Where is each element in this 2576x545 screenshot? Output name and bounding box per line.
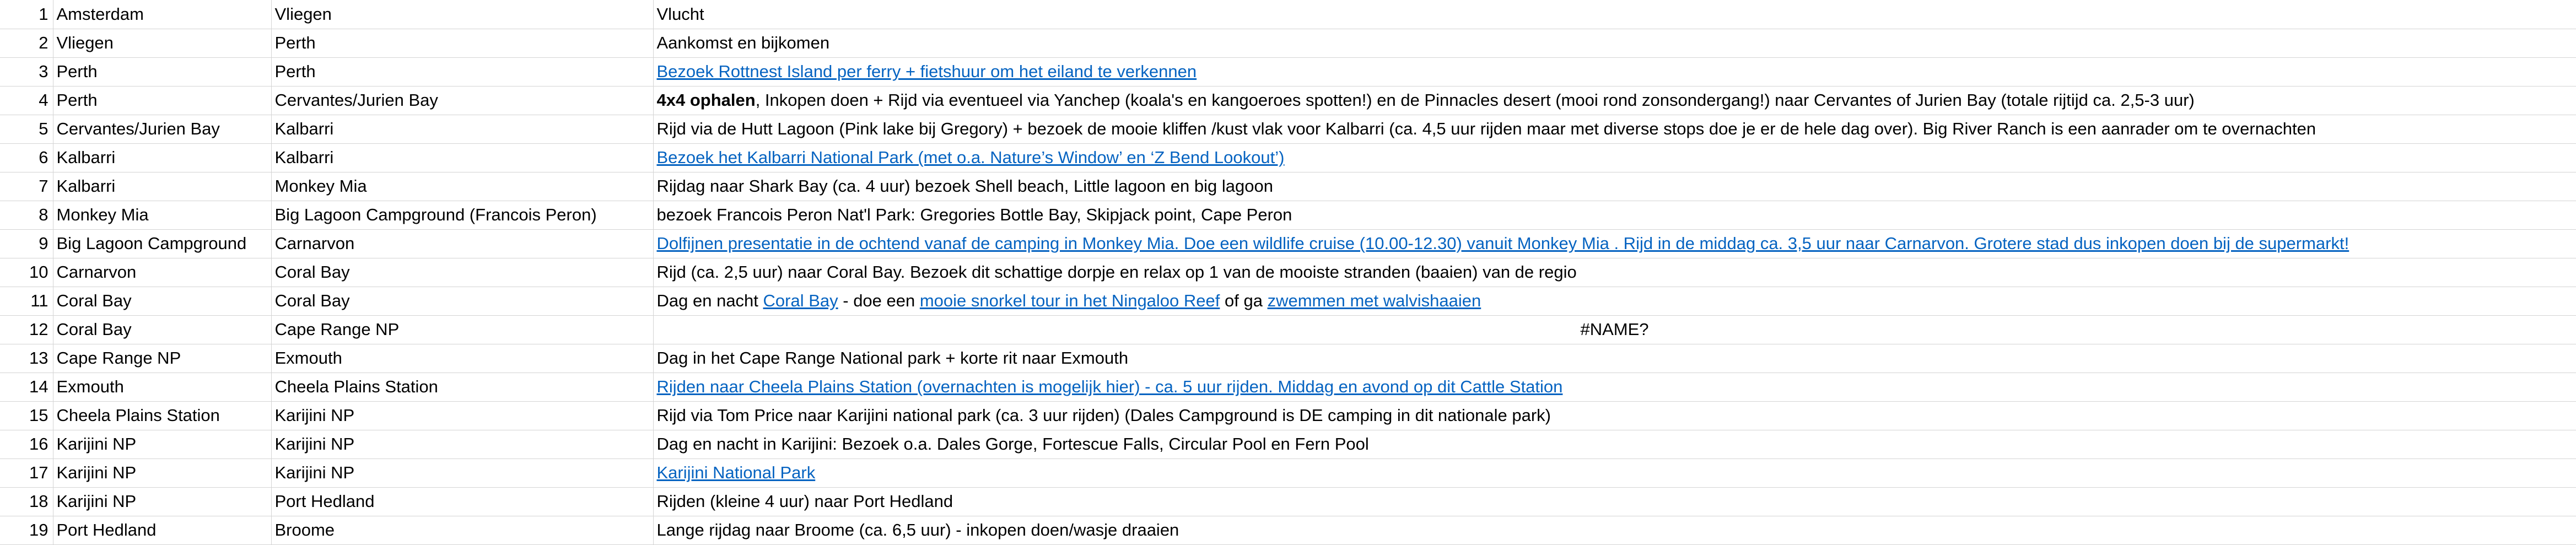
cell-link[interactable]: Dolfijnen presentatie in de ochtend vanaf de camping in Monkey Mia. Doe een wildlife cruise (10.00-12.30) vanuit Monkey Mia . Rijd in de middag ca. 3,5 uur naar Carnarvon. Grotere stad dus inkopen doen bij de supermarkt! <box>656 234 2349 253</box>
cell-to[interactable]: Big Lagoon Campground (Francois Peron) <box>271 201 653 229</box>
cell-text: Lange rijdag naar Broome (ca. 6,5 uur) - inkopen doen/wasje draaien <box>656 520 1179 539</box>
cell-from[interactable]: Vliegen <box>53 29 271 57</box>
table-row <box>0 143 2576 172</box>
cell-description[interactable] <box>653 315 2576 344</box>
row-number[interactable]: 17 <box>0 458 53 487</box>
cell-link[interactable]: Karijini National Park <box>656 463 816 482</box>
cell-description[interactable] <box>653 458 2576 487</box>
cell-from[interactable]: Exmouth <box>53 373 271 401</box>
cell-to[interactable]: Coral Bay <box>271 287 653 315</box>
table-row <box>0 0 2576 29</box>
cell-description[interactable] <box>653 115 2576 143</box>
cell-to[interactable]: Carnarvon <box>271 229 653 258</box>
table-row <box>0 29 2576 57</box>
cell-text: of ga <box>1220 291 1268 310</box>
table-row <box>0 344 2576 373</box>
cell-text: Dag in het Cape Range National park + korte rit naar Exmouth <box>656 348 1129 368</box>
cell-text: Aankomst en bijkomen <box>656 33 830 52</box>
cell-text: Rijd via Tom Price naar Karijini national park (ca. 3 uur rijden) (Dales Campground is DE camping in dit nationale park) <box>656 406 1551 425</box>
row-number[interactable]: 2 <box>0 29 53 57</box>
cell-description[interactable] <box>653 172 2576 201</box>
cell-description[interactable] <box>653 86 2576 115</box>
cell-description[interactable] <box>653 258 2576 287</box>
cell-link[interactable]: Bezoek het Kalbarri National Park (met o.a. Nature’s Window’ en ‘Z Bend Lookout’) <box>656 148 1285 167</box>
cell-to[interactable]: Exmouth <box>271 344 653 373</box>
row-number[interactable]: 11 <box>0 287 53 315</box>
row-number[interactable]: 3 <box>0 57 53 86</box>
cell-to[interactable]: Broome <box>271 516 653 544</box>
row-number[interactable]: 16 <box>0 430 53 458</box>
cell-description[interactable] <box>653 29 2576 57</box>
cell-to[interactable]: Kalbarri <box>271 143 653 172</box>
cell-from[interactable]: Karijini NP <box>53 487 271 516</box>
row-number[interactable]: 7 <box>0 172 53 201</box>
cell-to[interactable]: Karijini NP <box>271 458 653 487</box>
table-row <box>0 57 2576 86</box>
table-row <box>0 172 2576 201</box>
cell-link[interactable]: Bezoek Rottnest Island per ferry + fietshuur om het eiland te verkennen <box>656 62 1197 81</box>
cell-from[interactable]: Perth <box>53 86 271 115</box>
cell-description[interactable] <box>653 201 2576 229</box>
table-row <box>0 487 2576 516</box>
table-row <box>0 458 2576 487</box>
cell-from[interactable]: Big Lagoon Campground <box>53 229 271 258</box>
cell-description[interactable] <box>653 0 2576 29</box>
row-number[interactable]: 5 <box>0 115 53 143</box>
cell-link[interactable]: zwemmen met walvishaaien <box>1267 291 1481 310</box>
cell-from[interactable]: Amsterdam <box>53 0 271 29</box>
table-row <box>0 201 2576 229</box>
cell-to[interactable]: Cape Range NP <box>271 315 653 344</box>
cell-description[interactable] <box>653 143 2576 172</box>
cell-description[interactable] <box>653 373 2576 401</box>
row-number[interactable]: 15 <box>0 401 53 430</box>
cell-from[interactable]: Cheela Plains Station <box>53 401 271 430</box>
cell-text: , Inkopen doen + Rijd via eventueel via Yanchep (koala's en kangoeroes spotten!) en de Pinnacles desert (mooi rond zonsondergang!) naar Cervantes of Jurien Bay (totale rijtijd ca. 2,5-3 uur) <box>755 90 2195 110</box>
cell-bold-text: 4x4 ophalen <box>656 90 756 110</box>
row-number[interactable]: 10 <box>0 258 53 287</box>
row-number[interactable]: 8 <box>0 201 53 229</box>
row-number[interactable]: 9 <box>0 229 53 258</box>
cell-from[interactable]: Cape Range NP <box>53 344 271 373</box>
cell-to[interactable]: Perth <box>271 57 653 86</box>
cell-link[interactable]: Coral Bay <box>763 291 838 310</box>
cell-text: Rijden (kleine 4 uur) naar Port Hedland <box>656 492 953 511</box>
cell-from[interactable]: Karijini NP <box>53 458 271 487</box>
cell-to[interactable]: Monkey Mia <box>271 172 653 201</box>
cell-from[interactable]: Kalbarri <box>53 143 271 172</box>
cell-to[interactable]: Perth <box>271 29 653 57</box>
table-row <box>0 229 2576 258</box>
cell-text: #NAME? <box>1580 320 1649 339</box>
cell-text: Rijd via de Hutt Lagoon (Pink lake bij Gregory) + bezoek de mooie kliffen /kust vlak voor Kalbarri (ca. 4,5 uur rijden maar met diverse stops doe je er de hele dag over). Big River Ranch is een aanrader om te overnachten <box>656 119 2316 138</box>
table-row <box>0 115 2576 143</box>
cell-from[interactable]: Monkey Mia <box>53 201 271 229</box>
cell-link[interactable]: mooie snorkel tour in het Ningaloo Reef <box>919 291 1220 310</box>
cell-text: Dag en nacht in Karijini: Bezoek o.a. Dales Gorge, Fortescue Falls, Circular Pool en Fern Pool <box>656 434 1369 454</box>
table-row <box>0 373 2576 401</box>
cell-from[interactable]: Cervantes/Jurien Bay <box>53 115 271 143</box>
table-row <box>0 401 2576 430</box>
cell-to[interactable]: Kalbarri <box>271 115 653 143</box>
row-number[interactable]: 1 <box>0 0 53 29</box>
cell-to[interactable]: Port Hedland <box>271 487 653 516</box>
cell-to[interactable]: Coral Bay <box>271 258 653 287</box>
cell-from[interactable]: Port Hedland <box>53 516 271 544</box>
cell-description[interactable] <box>653 229 2576 258</box>
cell-text: Rijd (ca. 2,5 uur) naar Coral Bay. Bezoek dit schattige dorpje en relax op 1 van de mooiste stranden (baaien) van de regio <box>656 262 1577 282</box>
cell-text: bezoek Francois Peron Nat'l Park: Gregories Bottle Bay, Skipjack point, Cape Peron <box>656 205 1292 224</box>
cell-text: - doe een <box>838 291 920 310</box>
cell-to[interactable]: Vliegen <box>271 0 653 29</box>
cell-from[interactable]: Kalbarri <box>53 172 271 201</box>
table-row <box>0 516 2576 544</box>
row-number[interactable]: 13 <box>0 344 53 373</box>
cell-from[interactable]: Coral Bay <box>53 315 271 344</box>
cell-description[interactable] <box>653 516 2576 544</box>
cell-from[interactable]: Perth <box>53 57 271 86</box>
cell-description[interactable] <box>653 287 2576 315</box>
row-number[interactable]: 19 <box>0 516 53 544</box>
table-row <box>0 287 2576 315</box>
cell-link[interactable]: Rijden naar Cheela Plains Station (overnachten is mogelijk hier) - ca. 5 uur rijden. Middag en avond op dit Cattle Station <box>656 377 1563 396</box>
cell-to[interactable]: Cheela Plains Station <box>271 373 653 401</box>
row-number[interactable]: 6 <box>0 143 53 172</box>
cell-text: Rijdag naar Shark Bay (ca. 4 uur) bezoek Shell beach, Little lagoon en big lagoon <box>656 176 1273 196</box>
cell-description[interactable] <box>653 401 2576 430</box>
cell-description[interactable] <box>653 430 2576 458</box>
cell-from[interactable]: Coral Bay <box>53 287 271 315</box>
cell-from[interactable]: Karijini NP <box>53 430 271 458</box>
table-row <box>0 258 2576 287</box>
row-number[interactable]: 12 <box>0 315 53 344</box>
row-number[interactable]: 14 <box>0 373 53 401</box>
cell-from[interactable]: Carnarvon <box>53 258 271 287</box>
row-number[interactable]: 4 <box>0 86 53 115</box>
cell-description[interactable] <box>653 487 2576 516</box>
cell-to[interactable]: Karijini NP <box>271 401 653 430</box>
cell-to[interactable]: Karijini NP <box>271 430 653 458</box>
cell-description[interactable] <box>653 57 2576 86</box>
table-row <box>0 315 2576 344</box>
row-number[interactable]: 18 <box>0 487 53 516</box>
cell-description[interactable] <box>653 344 2576 373</box>
cell-text: Vlucht <box>656 4 704 24</box>
cell-to[interactable]: Cervantes/Jurien Bay <box>271 86 653 115</box>
cell-text: Dag en nacht <box>656 291 763 310</box>
table-row <box>0 86 2576 115</box>
table-row <box>0 430 2576 458</box>
